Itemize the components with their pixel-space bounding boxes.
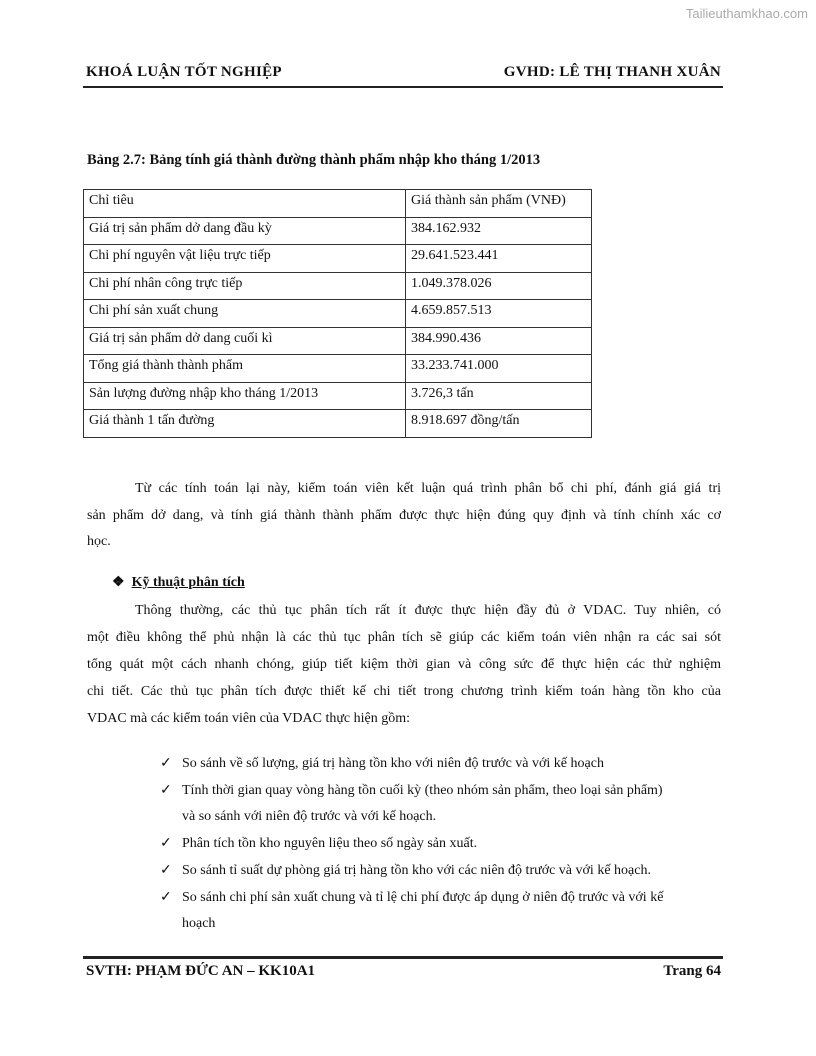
diamond-bullet-icon: ❖ [112,575,125,590]
cost-table [83,189,592,438]
table-row [84,217,592,245]
paragraph-line: VDAC mà các kiểm toán viên của VDAC thực hiện gồm: [87,711,411,726]
table-cell: 3.726,3 tấn [406,382,592,410]
paragraph-line: Thông thường, các thủ tục phân tích rất ít được thực hiện đầy đủ ở VDAC. Tuy nhiên, có [135,603,721,618]
table-cell: Giá trị sản phẩm dở dang đầu kỳ [84,217,406,245]
header-rule [83,86,723,88]
check-icon: ✓ [160,890,172,905]
checklist-text: So sánh về số lượng, giá trị hàng tồn kho với niên độ trước và với kế hoạch [182,756,604,771]
table-cell: Giá trị sản phẩm dở dang cuối kì [84,327,406,355]
footer-author: SVTH: PHẠM ĐỨC AN – KK10A1 [86,963,316,979]
table-cell: Chi phí sản xuất chung [84,300,406,328]
checklist-text: So sánh chi phí sản xuất chung và tỉ lệ chi phí được áp dụng ở niên độ trước và với kế [182,890,664,905]
checklist-item [160,755,604,772]
paragraph-line: học. [87,534,111,549]
checklist-item [160,782,663,799]
table-header-cell: Giá thành sản phẩm (VNĐ) [406,190,592,218]
table-row [84,382,592,410]
checklist-item [160,835,477,852]
table-cell: 29.641.523.441 [406,245,592,273]
table-cell: Sản lượng đường nhập kho tháng 1/2013 [84,382,406,410]
checklist-text: So sánh tỉ suất dự phòng giá trị hàng tồn kho với các niên độ trước và với kế hoạch. [182,863,651,879]
check-icon: ✓ [160,836,172,852]
paragraph-line: Từ các tính toán lại này, kiểm toán viên kết luận quá trình phân bổ chi phí, đánh giá giá trị [135,481,721,496]
table-row [84,245,592,273]
checklist-item [160,889,663,906]
table-cell: Tổng giá thành thành phẩm [84,355,406,383]
table-row [84,355,592,383]
footer-rule [83,956,723,959]
table-cell: Chi phí nhân công trực tiếp [84,272,406,300]
table-cell: 8.918.697 đồng/tấn [406,410,592,438]
table-cell: 384.990.436 [406,327,592,355]
table-row [84,272,592,300]
header-title: KHOÁ LUẬN TỐT NGHIỆP [86,64,282,80]
checklist-item [160,862,651,879]
checklist-item [160,916,215,932]
table-cell: 1.049.378.026 [406,272,592,300]
table-cell: Chi phí nguyên vật liệu trực tiếp [84,245,406,273]
checklist-text: hoạch [182,915,216,931]
checklist-item [160,809,436,825]
section-heading [112,574,245,591]
check-icon: ✓ [160,782,172,798]
checklist-text: và so sánh với niên độ trước và với kế hoạch. [182,808,437,824]
checklist-text: Phân tích tồn kho nguyên liệu theo số ngày sản xuất. [182,836,478,852]
paragraph-line: một điều không thể phủ nhận là các thủ tục phân tích sẽ giúp các kiểm toán viên nhận ra các sai sót [87,630,721,645]
section-title: Kỹ thuật phân tích [131,575,245,590]
table-caption: Bảng 2.7: Bảng tính giá thành đường thành phẩm nhập kho tháng 1/2013 [87,152,541,168]
paragraph-line: tổng quát một cách nhanh chóng, giúp tiết kiệm thời gian và công sức để thực hiện các thử nghiệm [87,657,721,672]
table-cell: 33.233.741.000 [406,355,592,383]
table-row [84,410,592,438]
paragraph-line: chi tiết. Các thủ tục phân tích được thiết kế chi tiết trong chương trình kiểm toán hàng tồn kho của [87,684,721,699]
paragraph-line: sản phẩm dở dang, và tính giá thành thành phẩm được thực hiện đúng quy định và tính chính xác cơ [87,507,721,523]
check-icon: ✓ [160,863,172,879]
table-header-cell: Chỉ tiêu [84,190,406,218]
watermark: Tailieuthamkhao.com [685,6,808,21]
table-header-row [84,190,592,218]
table-row [84,327,592,355]
table-row [84,300,592,328]
check-icon: ✓ [160,756,172,771]
table-cell: 384.162.932 [406,217,592,245]
table-cell: 4.659.857.513 [406,300,592,328]
checklist-text: Tính thời gian quay vòng hàng tồn cuối kỳ (theo nhóm sản phẩm, theo loại sản phẩm) [182,782,663,798]
table-cell: Giá thành 1 tấn đường [84,410,406,438]
header-advisor: GVHD: LÊ THỊ THANH XUÂN [503,64,721,80]
footer-page-number: Trang 64 [663,963,721,979]
